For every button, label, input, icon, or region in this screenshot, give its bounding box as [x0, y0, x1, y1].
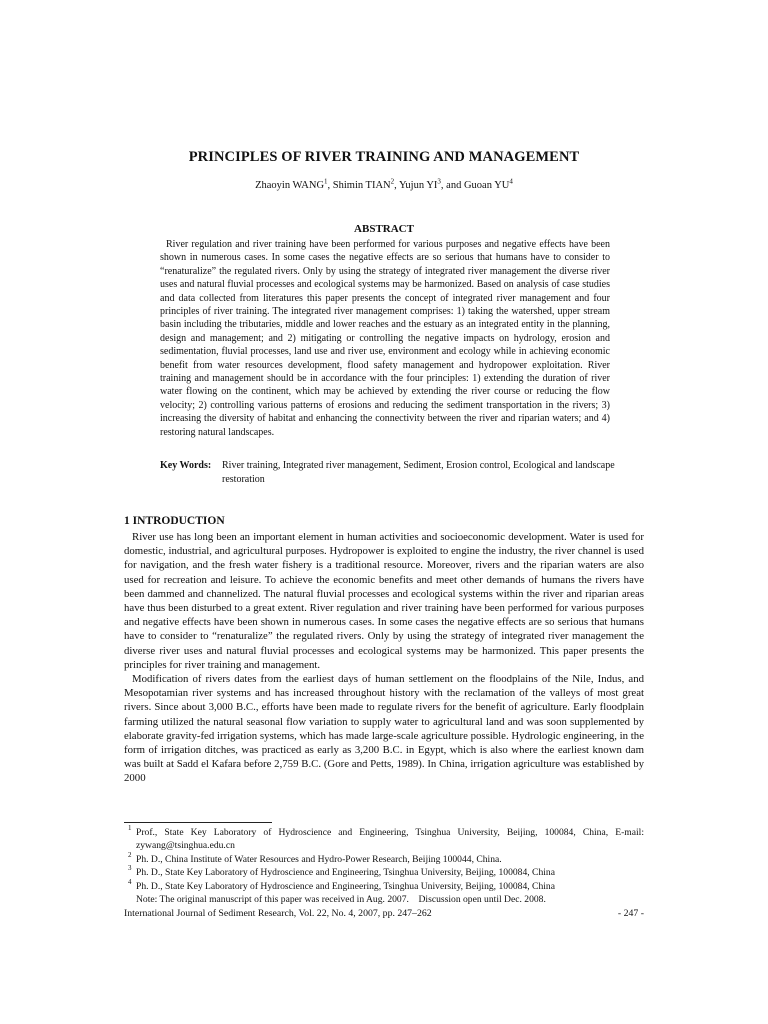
- keywords-text: River training, Integrated river management, Sediment, Erosion control, Ecological and landscape restoration: [222, 460, 615, 485]
- keywords-block: [160, 459, 620, 487]
- abstract-text: River regulation and river training have been performed for various purposes and negative effects have been shown in numerous cases. In some cases the negative effects are so serious that humans have to consider to “renaturalize” the regulated rivers. Only by using the strategy of integrated river management the diverse river uses and natural fluvial processes and ecological systems may be harmonized. Based on analysis of case studies and data collected from literatures this paper presents the concept of integrated river management and four principles of river training. The integrated river management comprises: 1) taking the watershed, upper stream basin including the tributaries, middle and lower reaches and the estuary as an integrated entity in the planning, design and management; and 2) mitigating or controlling the negative impacts on hydrology, erosion and sedimentation, fluvial processes, land use and river use, environment and ecology while in achieving economic benefit from water resources development, flood safety management and hydropower exploitation. River training and management should be in accordance with the four principles: 1) extending the duration of river water flowing on the continent, which may be achieved by extending the river course or reducing the flow velocity; 2) controlling various patterns of erosions and reducing the sediment transportation in the rivers; 3) increasing the diversity of habitat and enhancing the connectivity between the river and riparian waters; and 4) restoring natural landscapes.: [160, 239, 610, 438]
- author: Yujun $YI^3$, and: [399, 177, 464, 191]
- affiliation-mark: 1: [324, 177, 328, 186]
- footnote-divider: [124, 822, 272, 823]
- footnote-mark: 3: [128, 864, 132, 873]
- author: Guoan $YU^4$: [463, 177, 513, 191]
- manuscript-note: Note: The original manuscript of this paper was received in Aug. 2007. Discussion open until Dec. 2008.: [136, 894, 546, 906]
- footnote: 4 Ph. D., State Key Laboratory of Hydroscience and Engineering, Tsinghua University, Beijing, 100084, China: [128, 877, 555, 892]
- paper-title: PRINCIPLES OF RIVER TRAINING AND MANAGEMENT: [188, 149, 580, 165]
- author-list: [0, 177, 768, 191]
- footnote-mark: 4: [128, 877, 132, 886]
- footnote: 3 Ph. D., State Key Laboratory of Hydroscience and Engineering, Tsinghua University, Beijing, 100084, China: [128, 864, 555, 879]
- page-number: - 247 -: [617, 908, 644, 919]
- footnote: 2 Ph. D., China Institute of Water Resources and Hydro-Power Research, Beijing 100044, China.: [128, 850, 502, 865]
- keywords-label: Key Words:: [160, 460, 212, 471]
- section-body: [124, 530, 644, 786]
- footnote: 1 Prof., State Key Laboratory of Hydroscience and Engineering, Tsinghua University, Beijing, 100084, China, E-mail: zywang@tsinghua.edu.cn: [128, 824, 644, 852]
- affiliation-mark: 4: [509, 177, 513, 186]
- author: Zhaoyin WANG$^1$,: [255, 177, 333, 191]
- author: Shimin TIAN$^2$,: [332, 177, 400, 191]
- footnote-mark: 2: [128, 850, 132, 859]
- section-heading: 1 INTRODUCTION: [124, 515, 225, 527]
- journal-citation: International Journal of Sediment Research, Vol. 22, No. 4, 2007, pp. 247–262: [124, 908, 432, 919]
- affiliation-mark: 2: [390, 177, 395, 186]
- footnotes: [124, 826, 644, 906]
- body-paragraph: River use has long been an important element in human activities and socioeconomic development. Water is used for domestic, industrial, and agricultural purposes. Hydropower is exploited to engine the industry, the river channel is used for navigation, and the fresh water fishery is a traditional resource. Moreover, rivers and the riparian waters are also used for recreation and leisure. To achieve the economic benefits and meet other demands of humans the rivers have been dammed and channelized. The natural fluvial processes and ecological systems within the river and riparian areas have thus been disturbed to a great extent. River regulation and river training have been performed for various purposes and negative effects have been shown in numerous cases. In some cases the negative effects are so serious that humans have to consider to “renaturalize” the regulated rivers. Only by using the strategy of integrated river management the diverse river uses and natural fluvial processes and ecological systems may be harmonized. This paper presents the principles for river training and management.: [124, 531, 644, 671]
- footnote-mark: 1: [128, 824, 132, 832]
- affiliation-mark: 3: [437, 177, 441, 186]
- abstract-heading: ABSTRACT: [354, 223, 414, 235]
- body-paragraph: Modification of rivers dates from the earliest days of human settlement on the floodplains of the Nile, Indus, and Mesopotamian river systems and has increased throughout history with the reclamation of the valleys of most great rivers. Since about 3,000 B.C., efforts have been made to regulate rivers for the benefit of agriculture. Early floodplain farming utilized the natural seasonal flow variation to supply water to agricultural land and was soon supplemented by elaborate gravity-fed irrigation systems, which has made large-scale agriculture possible. Hydrologic engineering, in the form of irrigation ditches, was practiced as early as 3,200 B.C. in Egypt, which is also where the earliest known dam was built at Sadd el Kafara before 2,759 B.C. (Gore and Petts, 1989). In China, irrigation agriculture was established by 2000: [124, 673, 644, 785]
